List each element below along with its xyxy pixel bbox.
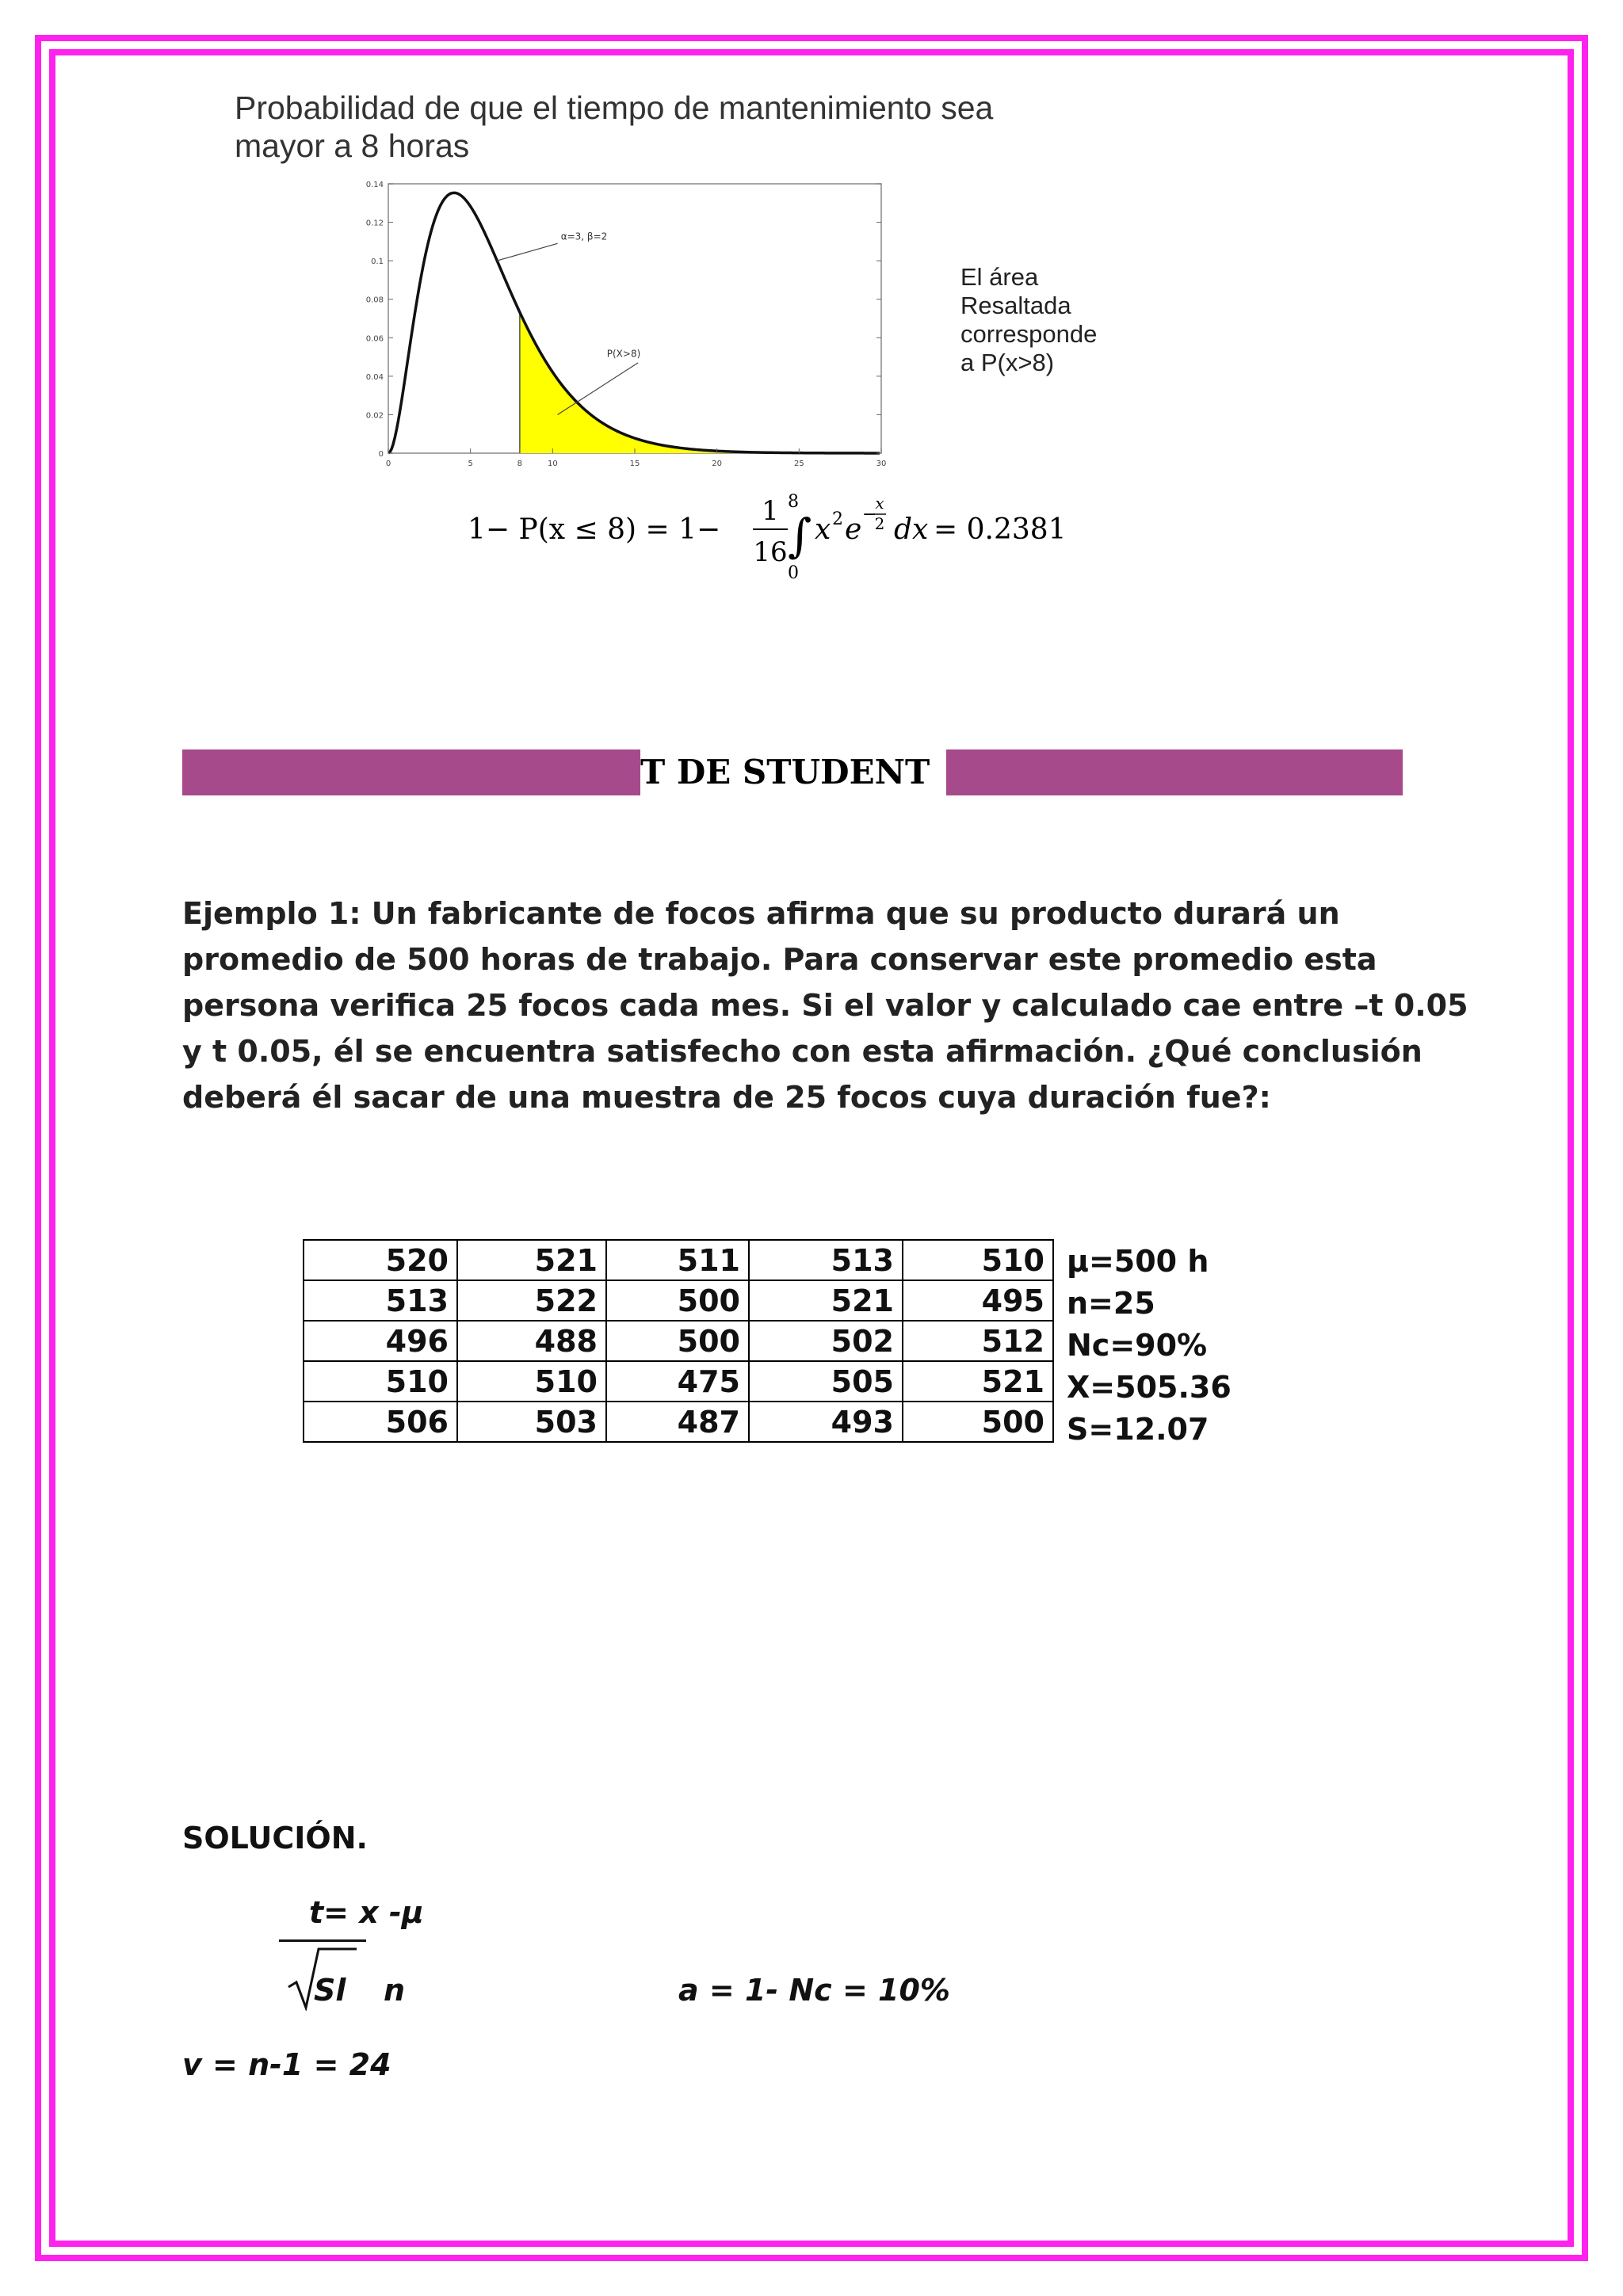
table-cell: 505 [749, 1361, 903, 1402]
stat-mu: μ=500 h [1067, 1244, 1209, 1279]
chart-frame [388, 184, 881, 453]
gamma-density-chart [349, 170, 903, 479]
t-formula-denominator-s: Sl [314, 1973, 346, 2008]
problem-statement [182, 891, 1468, 1120]
table-cell: 506 [304, 1402, 457, 1442]
table-cell: 520 [304, 1240, 457, 1280]
side-note-line: corresponde [960, 320, 1098, 348]
formula-rhs: = 0.2381 [934, 513, 1067, 546]
section-heading-bar-right [946, 749, 1403, 795]
stat-nc: Nc=90% [1067, 1328, 1208, 1363]
formula-integral-lower: 0 [788, 563, 799, 583]
table-cell: 475 [606, 1361, 749, 1402]
figure-title [235, 89, 993, 165]
t-formula-numerator: t= x -μ [309, 1895, 424, 1930]
figure-side-note [960, 263, 1097, 377]
table-cell: 503 [457, 1402, 606, 1442]
x-tick-label: 30 [876, 460, 887, 468]
table-cell: 522 [457, 1280, 606, 1321]
stat-mean: X=505.36 [1067, 1370, 1232, 1405]
problem-line: deberá él sacar de una muestra de 25 focos cuya duración fue?: [182, 1080, 1271, 1115]
x-tick-label: 8 [517, 460, 523, 468]
t-formula-fraction-bar [279, 1939, 366, 1942]
table-cell: 496 [304, 1321, 457, 1361]
x-tick-label: 0 [385, 460, 391, 468]
table-cell: 493 [749, 1402, 903, 1442]
table-row [304, 1240, 1053, 1280]
table-cell: 500 [903, 1402, 1053, 1442]
sample-statistics [1067, 1241, 1232, 1451]
y-tick-label: 0.14 [365, 181, 384, 189]
table-cell: 521 [903, 1361, 1053, 1402]
formula-integrand-power: 2 [832, 509, 843, 529]
y-tick-label: 0.06 [365, 334, 384, 344]
table-row [304, 1280, 1053, 1321]
table-row [304, 1361, 1053, 1402]
x-tick-label: 10 [547, 460, 558, 468]
formula-dx: dx [894, 513, 929, 546]
formula-integral-upper: 8 [788, 492, 799, 512]
degrees-of-freedom-equation: v = n-1 = 24 [182, 2047, 391, 2082]
table-cell: 510 [304, 1361, 457, 1402]
y-tick-label: 0 [378, 450, 384, 459]
table-cell: 513 [749, 1240, 903, 1280]
shaded-area-label: P(X>8) [606, 348, 641, 360]
y-tick-label: 0.1 [371, 257, 384, 267]
y-tick-label: 0.12 [365, 219, 384, 228]
probability-formula [460, 490, 1125, 593]
formula-integrand-base: x [815, 513, 831, 546]
sample-data-table [303, 1239, 1054, 1443]
table-cell: 521 [749, 1280, 903, 1321]
table-cell: 510 [903, 1240, 1053, 1280]
table-cell: 513 [304, 1280, 457, 1321]
table-cell: 487 [606, 1402, 749, 1442]
table-row [304, 1321, 1053, 1361]
figure-title-line-1: Probabilidad de que el tiempo de mantenimiento sea [235, 90, 994, 126]
formula-lhs: 1− P(x ≤ 8) = 1− [468, 513, 721, 546]
x-tick-label: 20 [712, 460, 723, 468]
problem-line: promedio de 500 horas de trabajo. Para conservar este promedio esta [182, 942, 1377, 977]
formula-fraction-denominator: 16 [753, 536, 788, 568]
side-note-line: El área [960, 263, 1039, 291]
table-cell: 512 [903, 1321, 1053, 1361]
curve-parameter-label: α=3, β=2 [560, 231, 608, 242]
side-note-line: a P(x>8) [960, 349, 1055, 376]
problem-line: persona verifica 25 focos cada mes. Si el valor y calculado cae entre –t 0.05 [182, 988, 1468, 1023]
table-cell: 500 [606, 1321, 749, 1361]
problem-line: y t 0.05, él se encuentra satisfecho con esta afirmación. ¿Qué conclusión [182, 1034, 1423, 1069]
formula-integral-sign: ∫ [788, 509, 812, 563]
table-cell: 510 [457, 1361, 606, 1402]
table-cell: 500 [606, 1280, 749, 1321]
table-cell: 502 [749, 1321, 903, 1361]
stat-std: S=12.07 [1067, 1412, 1209, 1447]
section-heading-bar-left [182, 749, 640, 795]
y-tick-label: 0.08 [365, 296, 384, 305]
formula-exp-minus: − [862, 505, 877, 524]
table-cell: 488 [457, 1321, 606, 1361]
formula-exp-numerator: x [875, 494, 884, 513]
alpha-equation: a = 1- Nc = 10% [678, 1973, 950, 2008]
x-tick-label: 25 [793, 460, 804, 468]
stat-n: n=25 [1067, 1286, 1155, 1321]
side-note-line: Resaltada [960, 292, 1071, 319]
y-tick-label: 0.04 [365, 372, 384, 382]
table-cell: 495 [903, 1280, 1053, 1321]
formula-exp-denominator: 2 [874, 514, 885, 533]
formula-fraction-numerator: 1 [762, 495, 779, 527]
formula-exp-base: e [845, 513, 862, 546]
table-cell: 511 [606, 1240, 749, 1280]
x-tick-label: 5 [468, 460, 473, 468]
table-cell: 521 [457, 1240, 606, 1280]
t-formula-denominator-n: n [384, 1973, 406, 2008]
x-tick-label: 15 [629, 460, 640, 468]
y-tick-label: 0.02 [365, 411, 384, 421]
solution-heading: SOLUCIÓN. [182, 1821, 368, 1855]
problem-line: Ejemplo 1: Un fabricante de focos afirma que su producto durará un [182, 896, 1340, 931]
table-row [304, 1402, 1053, 1442]
section-heading: T DE STUDENT [640, 753, 930, 791]
figure-title-line-2: mayor a 8 horas [235, 128, 470, 164]
